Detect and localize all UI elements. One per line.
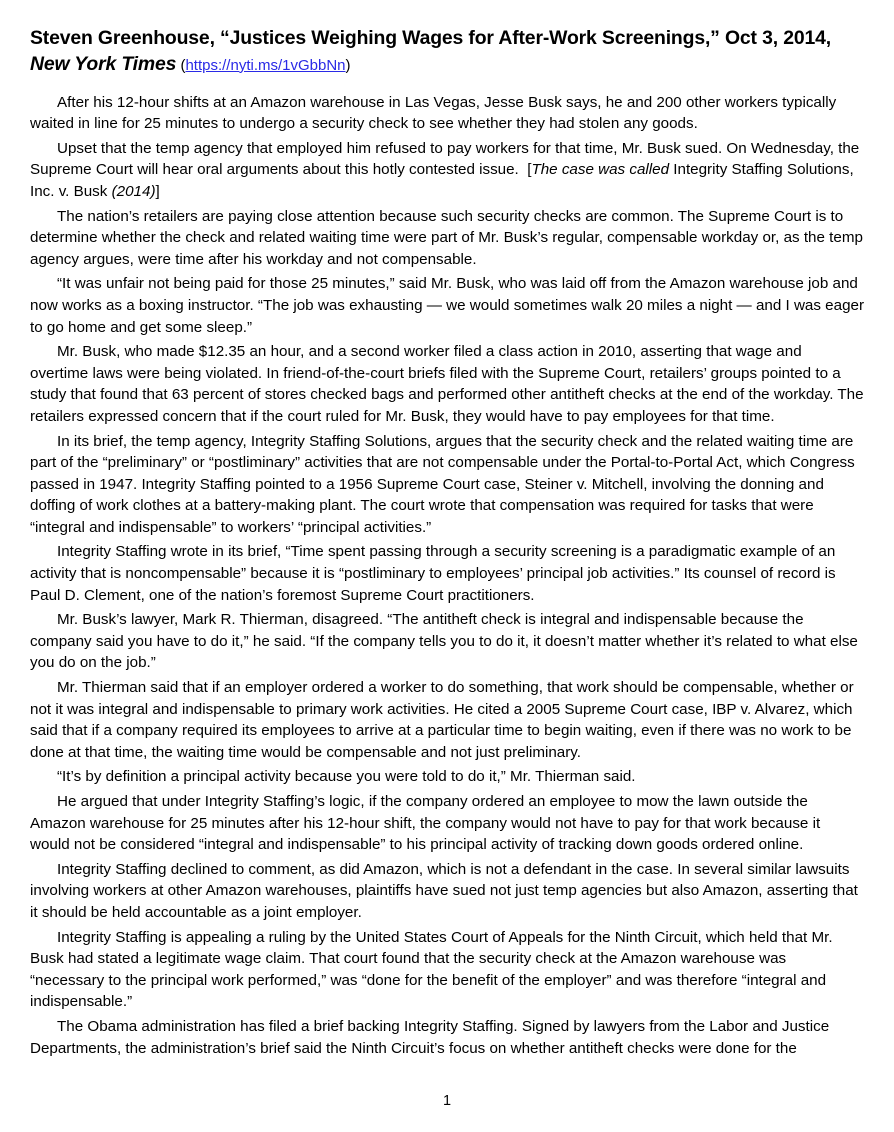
article-paragraph [30,431,864,539]
article-paragraph [30,1016,864,1059]
paragraph-run: In its brief, the temp agency, Integrity Staffing Solutions, argues that the security check and the related waiting time are part of the “preliminary” or “postliminary” activities that are not compensable under the Portal-to-Portal Act, which Congress passed in 1947. Integrity Staffing pointed to a 1956 Supreme Court case, Steiner v. Mitchell, involving the donning and doffing of work clothes at a battery-making plant. The court wrote that compensation was required for tasks that were “integral and indispensable” to workers’ “principal activities.” [30,432,855,536]
paragraph-run: “It’s by definition a principal activity because you were told to do it,” Mr. Thierman said. [57,768,636,786]
title-run: ) [345,56,351,74]
page-number: 1 [442,1092,452,1109]
article-paragraph [30,273,864,338]
article-title [30,26,864,78]
article-paragraph [30,206,864,271]
article-paragraph [30,92,864,135]
paragraph-run: Integrity Staffing declined to comment, as did Amazon, which is not a defendant in the case. In several similar lawsuits involving workers at other Amazon warehouses, plaintiffs have sued not just temp agencies but also Amazon, asserting that it should be held accountable as a joint employer. [30,860,858,921]
paragraph-run: ] [155,182,160,200]
article-paragraph [30,609,864,674]
article-paragraph [30,138,864,203]
paragraph-run: “It was unfair not being paid for those 25 minutes,” said Mr. Busk, who was laid off from the Amazon warehouse job and now works as a boxing instructor. “The job was exhausting — we would sometimes walk 20 miles a night — and I was eager to go home and get some sleep.” [30,275,865,336]
article-paragraph [30,927,864,1013]
paragraph-run: The nation’s retailers are paying close attention because such security checks are common. The Supreme Court is to determine whether the check and related waiting time were part of Mr. Busk’s regular, compensable workday or, as the temp agency argues, were time after his workday and not compensable. [30,207,863,268]
article-paragraph [30,766,864,788]
paragraph-run: Mr. Busk’s lawyer, Mark R. Thierman, disagreed. “The antitheft check is integral and indispensable because the company said you have to do it,” he said. “If the company tells you to do it, it doesn’t matter whether it’s related to what else you do on the job.” [30,611,858,672]
article-paragraph [30,677,864,763]
paragraph-run: Upset that the temp agency that employed him refused to pay workers for that time, Mr. Busk sued. On Wednesday, the Supreme Court will hear oral arguments about this hotly contested issue. [ [30,139,860,179]
article-paragraph [30,341,864,427]
paragraph-run: Mr. Busk, who made $12.35 an hour, and a second worker filed a class action in 2010, asserting that wage and overtime laws were being violated. In friend-of-the-court briefs filed with the Supreme Court, retailers’ groups pointed to a study that found that 63 percent of stores checked bags and performed other antitheft checks at the end of the workday. The retailers expressed concern that if the court ruled for Mr. Busk, they would have to pay employees for that time. [30,343,864,425]
title-run: ( [176,56,186,74]
paragraph-run: Mr. Thierman said that if an employer ordered a worker to do something, that work should be compensable, whether or not it was integral and indispensable to primary work activities. He cited a 2005 Supreme Court case, IBP v. Alvarez, which said that if a company required its employees to arrive at a particular time to begin waiting, even if there was no work to be done at that time, the waiting time would be compensable and not just preliminary. [30,679,854,761]
paragraph-run: Integrity Staffing Solutions, Inc. v. Busk [30,161,854,200]
paragraph-run: (2014) [111,182,156,200]
title-run: New York Times [30,52,177,75]
paragraph-run: The Obama administration has filed a brief backing Integrity Staffing. Signed by lawyers from the Labor and Justice Departments, the administration’s brief said the Ninth Circuit’s focus on whether antitheft checks were done for the [30,1017,830,1057]
article-paragraph [30,859,864,924]
article-url-link[interactable]: https://nyti.ms/1vGbbNn [185,56,346,74]
article-paragraph [30,791,864,856]
paragraph-run: The case was called [531,161,670,179]
paragraph-run: Integrity Staffing wrote in its brief, “Time spent passing through a security screening is a paradigmatic example of an activity that is noncompensable” because it is “postliminary to employees’ principal job activities.” Its counsel of record is Paul D. Clement, one of the nation’s foremost Supreme Court practitioners. [30,543,836,604]
article-paragraph [30,541,864,606]
title-run: Steven Greenhouse, “Justices Weighing Wages for After-Work Screenings,” Oct 3, 2014, [30,27,831,49]
article-body [30,92,864,1060]
paragraph-run: Integrity Staffing is appealing a ruling by the United States Court of Appeals for the Ninth Circuit, which held that Mr. Busk had stated a legitimate wage claim. That court found that the security check at the Amazon warehouse was “necessary to the principal work performed,” was “done for the benefit of the employer” and was therefore “integral and indispensable.” [30,928,833,1011]
paragraph-run: After his 12-hour shifts at an Amazon warehouse in Las Vegas, Jesse Busk says, he and 200 other workers typically waited in line for 25 minutes to undergo a security check to see whether they had stolen any goods. [30,93,837,133]
paragraph-run: He argued that under Integrity Staffing’s logic, if the company ordered an employee to mow the lawn outside the Amazon warehouse for 25 minutes after his 12-hour shift, the company would not have to pay for that work because it would not be considered “integral and indispensable” to his principal activity of tracking down goods ordered online. [30,793,821,854]
